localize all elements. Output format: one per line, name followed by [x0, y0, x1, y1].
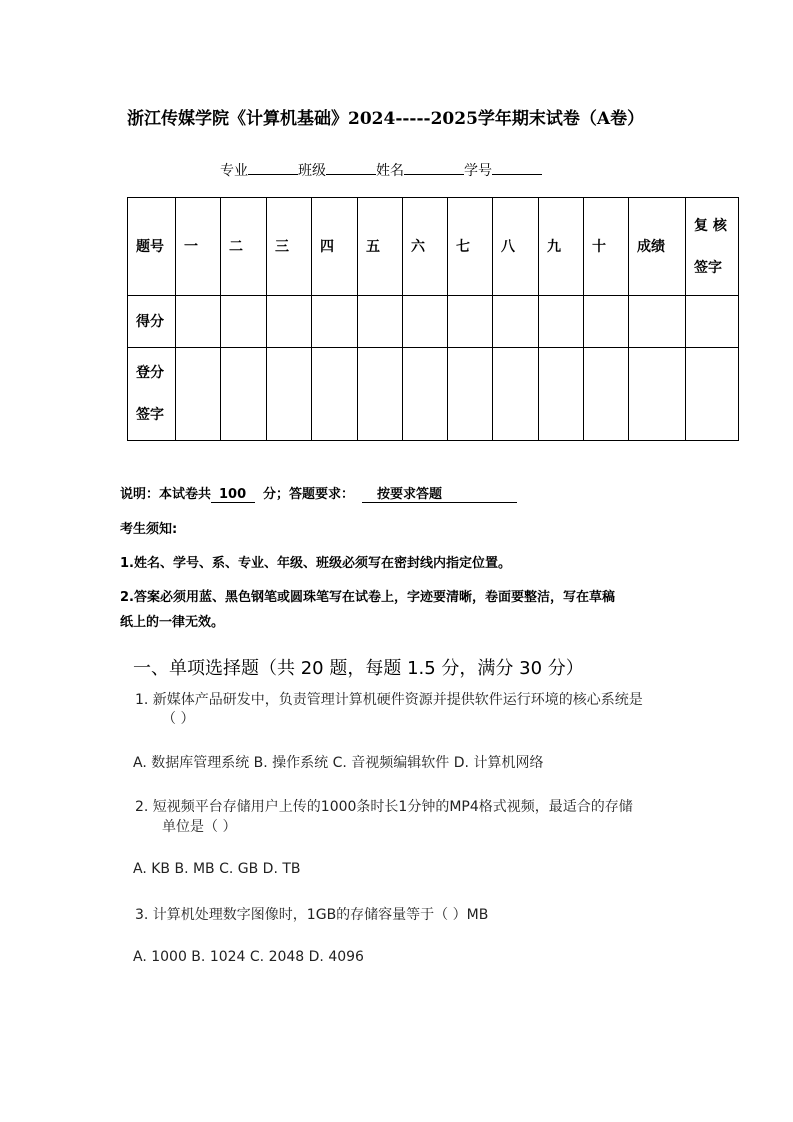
student-info-line	[220, 160, 542, 180]
notice-item: 纸上的一律无效。	[120, 615, 225, 630]
table-cell: 成绩	[629, 198, 686, 296]
table-cell[interactable]	[267, 348, 312, 441]
table-cell[interactable]	[312, 348, 358, 441]
table-cell[interactable]	[221, 348, 267, 441]
table-cell: 六	[403, 198, 448, 296]
table-cell: 一	[176, 198, 221, 296]
section-heading: 一、单项选择题（共 20 题，每题 1.5 分，满分 30 分）	[133, 658, 584, 679]
table-cell[interactable]	[539, 296, 584, 348]
table-cell: 得分	[128, 296, 176, 348]
table-cell[interactable]	[493, 348, 539, 441]
table-row	[128, 198, 739, 296]
table-cell[interactable]	[584, 348, 629, 441]
table-cell[interactable]	[221, 296, 267, 348]
table-cell: 九	[539, 198, 584, 296]
table-cell[interactable]	[403, 296, 448, 348]
table-cell[interactable]	[448, 296, 493, 348]
table-cell: 三	[267, 198, 312, 296]
table-cell[interactable]	[448, 348, 493, 441]
table-cell[interactable]	[312, 296, 358, 348]
class-blank[interactable]	[326, 160, 376, 175]
table-cell[interactable]	[686, 296, 739, 348]
table-cell: 题号	[128, 198, 176, 296]
desc-text: 说明：本试卷共	[120, 487, 212, 502]
class-label: 班级	[298, 163, 326, 179]
notice-title: 考生须知:	[120, 522, 178, 537]
table-cell[interactable]	[539, 348, 584, 441]
question-text: 3. 计算机处理数字图像时，1GB的存储容量等于（ ）MB	[135, 907, 489, 923]
name-label: 姓名	[376, 163, 404, 179]
question-text: 单位是（ ）	[162, 819, 237, 835]
major-blank[interactable]	[248, 160, 298, 175]
notice-item: 2.答案必须用蓝、黑色钢笔或圆珠笔写在试卷上，字迹要清晰，卷面要整洁，写在草稿	[120, 590, 615, 605]
table-cell: 四	[312, 198, 358, 296]
table-cell[interactable]	[267, 296, 312, 348]
table-cell[interactable]	[686, 348, 739, 441]
id-label: 学号	[464, 163, 492, 179]
table-cell[interactable]	[584, 296, 629, 348]
id-blank[interactable]	[492, 160, 542, 175]
requirement: 按要求答题	[362, 483, 517, 503]
table-cell[interactable]	[358, 348, 403, 441]
name-blank[interactable]	[404, 160, 464, 175]
desc-text: 分；答题要求：	[263, 487, 355, 502]
table-cell: 登分 签字	[128, 348, 176, 441]
notice-item: 1.姓名、学号、系、专业、年级、班级必须写在密封线内指定位置。	[120, 556, 511, 571]
table-cell: 七	[448, 198, 493, 296]
table-cell[interactable]	[176, 296, 221, 348]
exam-description	[120, 483, 517, 503]
score-table	[127, 197, 739, 441]
question-options: A. KB B. MB C. GB D. TB	[133, 861, 301, 877]
table-cell[interactable]	[629, 348, 686, 441]
table-row	[128, 296, 739, 348]
table-cell: 五	[358, 198, 403, 296]
question-text: 1. 新媒体产品研发中，负责管理计算机硬件资源并提供软件运行环境的核心系统是	[135, 692, 643, 708]
question-text: （ ）	[162, 711, 195, 727]
table-cell: 复 核 签字	[686, 198, 739, 296]
table-cell[interactable]	[176, 348, 221, 441]
major-label: 专业	[220, 163, 248, 179]
table-row	[128, 348, 739, 441]
question-options: A. 1000 B. 1024 C. 2048 D. 4096	[133, 949, 364, 965]
question-text: 2. 短视频平台存储用户上传的1000条时长1分钟的MP4格式视频，最适合的存储	[135, 799, 633, 815]
exam-title: 浙江传媒学院《计算机基础》2024-----2025学年期末试卷（A卷）	[127, 109, 645, 129]
table-cell: 二	[221, 198, 267, 296]
table-cell: 八	[493, 198, 539, 296]
table-cell[interactable]	[493, 296, 539, 348]
total-score: 100	[211, 487, 255, 503]
table-cell: 十	[584, 198, 629, 296]
table-cell[interactable]	[629, 296, 686, 348]
question-options: A. 数据库管理系统 B. 操作系统 C. 音视频编辑软件 D. 计算机网络	[133, 755, 544, 771]
table-cell[interactable]	[358, 296, 403, 348]
table-cell[interactable]	[403, 348, 448, 441]
